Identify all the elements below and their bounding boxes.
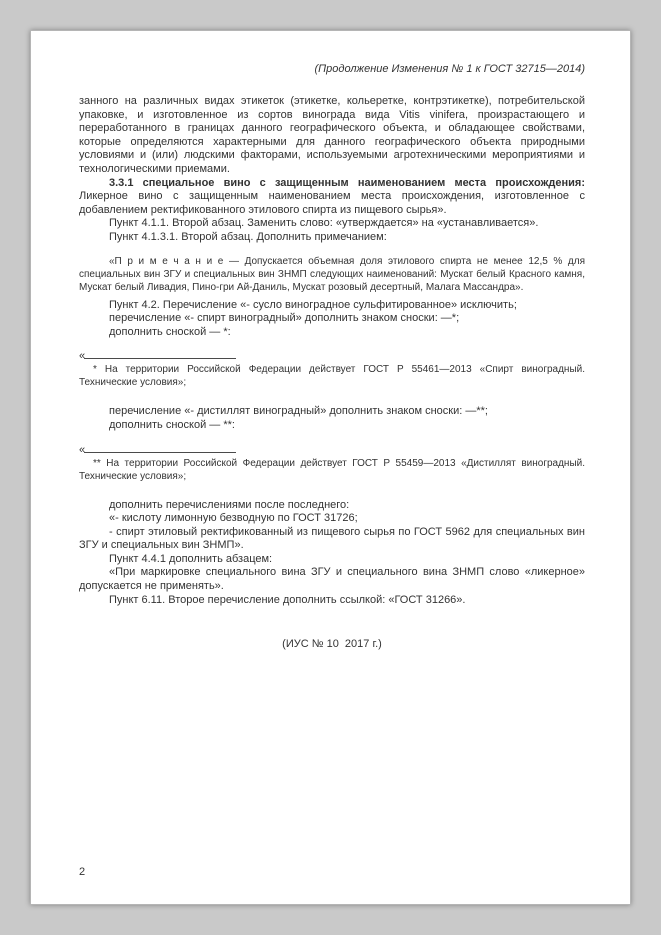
item-4-2-spirit: перечисление «- спирт виноградный» дополнить знаком сноски: —*; bbox=[109, 312, 460, 325]
ius-issue-note: (ИУС № 10 2017 г.) bbox=[282, 638, 382, 651]
item-4-2: Пункт 4.2. Перечисление «- сусло виноградное сульфитированное» исключить; bbox=[109, 298, 517, 311]
item-4-2-add-footnote-2: дополнить сноской — **: bbox=[109, 418, 235, 431]
footnote-quote-mark-2: « bbox=[79, 443, 86, 456]
footnote-2: ** На территории Российской Федерации действует ГОСТ Р 55459—2013 «Дистиллят виноградный. Технические условия»; bbox=[79, 457, 585, 482]
item-4-2-distillate: перечисление «- дистиллят виноградный» дополнить знаком сноски: —**; bbox=[109, 405, 488, 418]
note-paragraph: «П р и м е ч а н и е — Допускается объемная доля этилового спирта не менее 12,5 % для специальных вин ЗГУ и специальных вин ЗНМП следующих наименований: Мускат белый Красного камня, Мускат белый Ливадия, Пино-гри Ай-Даниль, Мускат розовый десертный, Малага Массандра». bbox=[79, 255, 585, 293]
footnote-quote-mark-1: « bbox=[79, 350, 86, 363]
paragraph-continuation: занного на различных видах этикеток (этикетке, кольеретке, контрэтикетке), потребительской упаковке, и изготовленное из сортов винограда вида Vitis vinifera, произрастающего и переработанного в границах данного географического объекта, и обладающее свойствами, которые определяются характерными для данного географического объекта природными условиями и (или) людскими факторами, используемыми агротехническими мероприятиями и технологическими приемами. bbox=[79, 95, 585, 175]
item-4-1-1: Пункт 4.1.1. Второй абзац. Заменить слово: «утверждается» на «устанавливается». bbox=[109, 217, 539, 230]
document-page bbox=[30, 30, 631, 905]
item-4-2-list-spirit: - спирт этиловый ректификованный из пищевого сырья по ГОСТ 5962 для специальных вин ЗГУ и специальных вин ЗНМП». bbox=[79, 525, 585, 552]
item-6-11: Пункт 6.11. Второе перечисление дополнить ссылкой: «ГОСТ 31266». bbox=[109, 593, 466, 606]
item-4-2-list-acid: «- кислоту лимонную безводную по ГОСТ 31726; bbox=[109, 512, 358, 525]
footnote-rule-2 bbox=[84, 445, 236, 453]
running-header: (Продолжение Изменения № 1 к ГОСТ 32715—2014) bbox=[314, 63, 585, 75]
page-number: 2 bbox=[79, 866, 86, 878]
footnote-separator-2 bbox=[79, 444, 585, 457]
footnote-1: * На территории Российской Федерации действует ГОСТ Р 55461—2013 «Спирт виноградный. Технические условия»; bbox=[79, 364, 585, 389]
item-4-4-1-text: «При маркировке специального вина ЗГУ и специального вина ЗНМП слово «ликерное» допускается не применять». bbox=[79, 566, 585, 593]
item-4-2-add-footnote-1: дополнить сноской — *: bbox=[109, 325, 231, 338]
definition-3-3-1 bbox=[79, 177, 585, 218]
footnote-separator-1 bbox=[79, 350, 585, 363]
footnote-rule-1 bbox=[84, 351, 236, 359]
definition-text: Ликерное вино с защищенным наименованием места происхождения, изготовленное с добавлением ректификованного этилового спирта из пищевого сырья». bbox=[79, 190, 585, 216]
item-4-1-3-1: Пункт 4.1.3.1. Второй абзац. Дополнить примечанием: bbox=[109, 230, 387, 243]
definition-term: 3.3.1 специальное вино с защищенным наименованием места происхождения: bbox=[109, 176, 585, 189]
item-4-4-1: Пункт 4.4.1 дополнить абзацем: bbox=[109, 552, 273, 565]
item-4-2-add-list: дополнить перечислениями после последнего: bbox=[109, 498, 350, 511]
